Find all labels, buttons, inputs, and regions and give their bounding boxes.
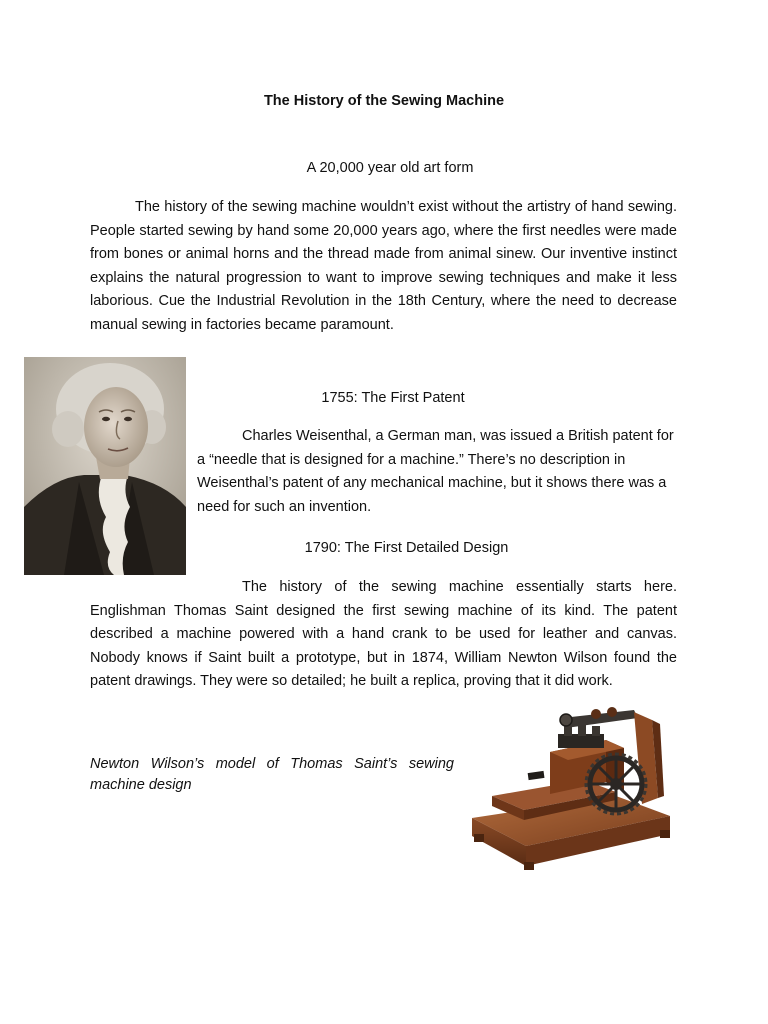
paragraph-detailed-design: The history of the sewing machine essentially starts here. Englishman Thomas Saint designed the first sewing machine of its kind. The patent described a machine powered with a hand crank to be used for leather and canvas. Nobody knows if Saint built a prototype, but in 1874, William Newton Wilson found the patent drawings. They were so detailed; he built a replica, proving that it did work. — [90, 579, 677, 689]
machine-image — [466, 700, 674, 884]
image-caption: Newton Wilson’s model of Thomas Saint’s sewing machine design — [90, 756, 454, 793]
document-title: The History of the Sewing Machine — [263, 93, 505, 109]
section-heading-art-form: A 20,000 year old art form — [306, 160, 474, 176]
section-heading-first-patent: 1755: The First Patent — [321, 390, 465, 406]
portrait-illustration — [24, 357, 186, 575]
portrait-image — [24, 357, 186, 575]
paragraph-art-form: The history of the sewing machine wouldn’t exist without the artistry of hand sewing. People started sewing by hand some 20,000 years ago, where the first needles were made from bones or animal horns and the thread made from animal sinew. Our inventive instinct explains the natural progression to want to improve sewing techniques and make it less laborious. Cue the Industrial Revolution in the 18th Century, where the need to decrease manual sewing in factories became paramount. — [90, 199, 677, 333]
sewing-machine-model-illustration — [466, 700, 674, 884]
section-heading-detailed-design: 1790: The First Detailed Design — [304, 540, 509, 556]
paragraph-first-patent: Charles Weisenthal, a German man, was issued a British patent for a “needle that is designed for a machine.” There’s no description in Weisenthal’s patent of any mechanical machine, but it shows there was a need for such an invention. — [197, 428, 674, 515]
